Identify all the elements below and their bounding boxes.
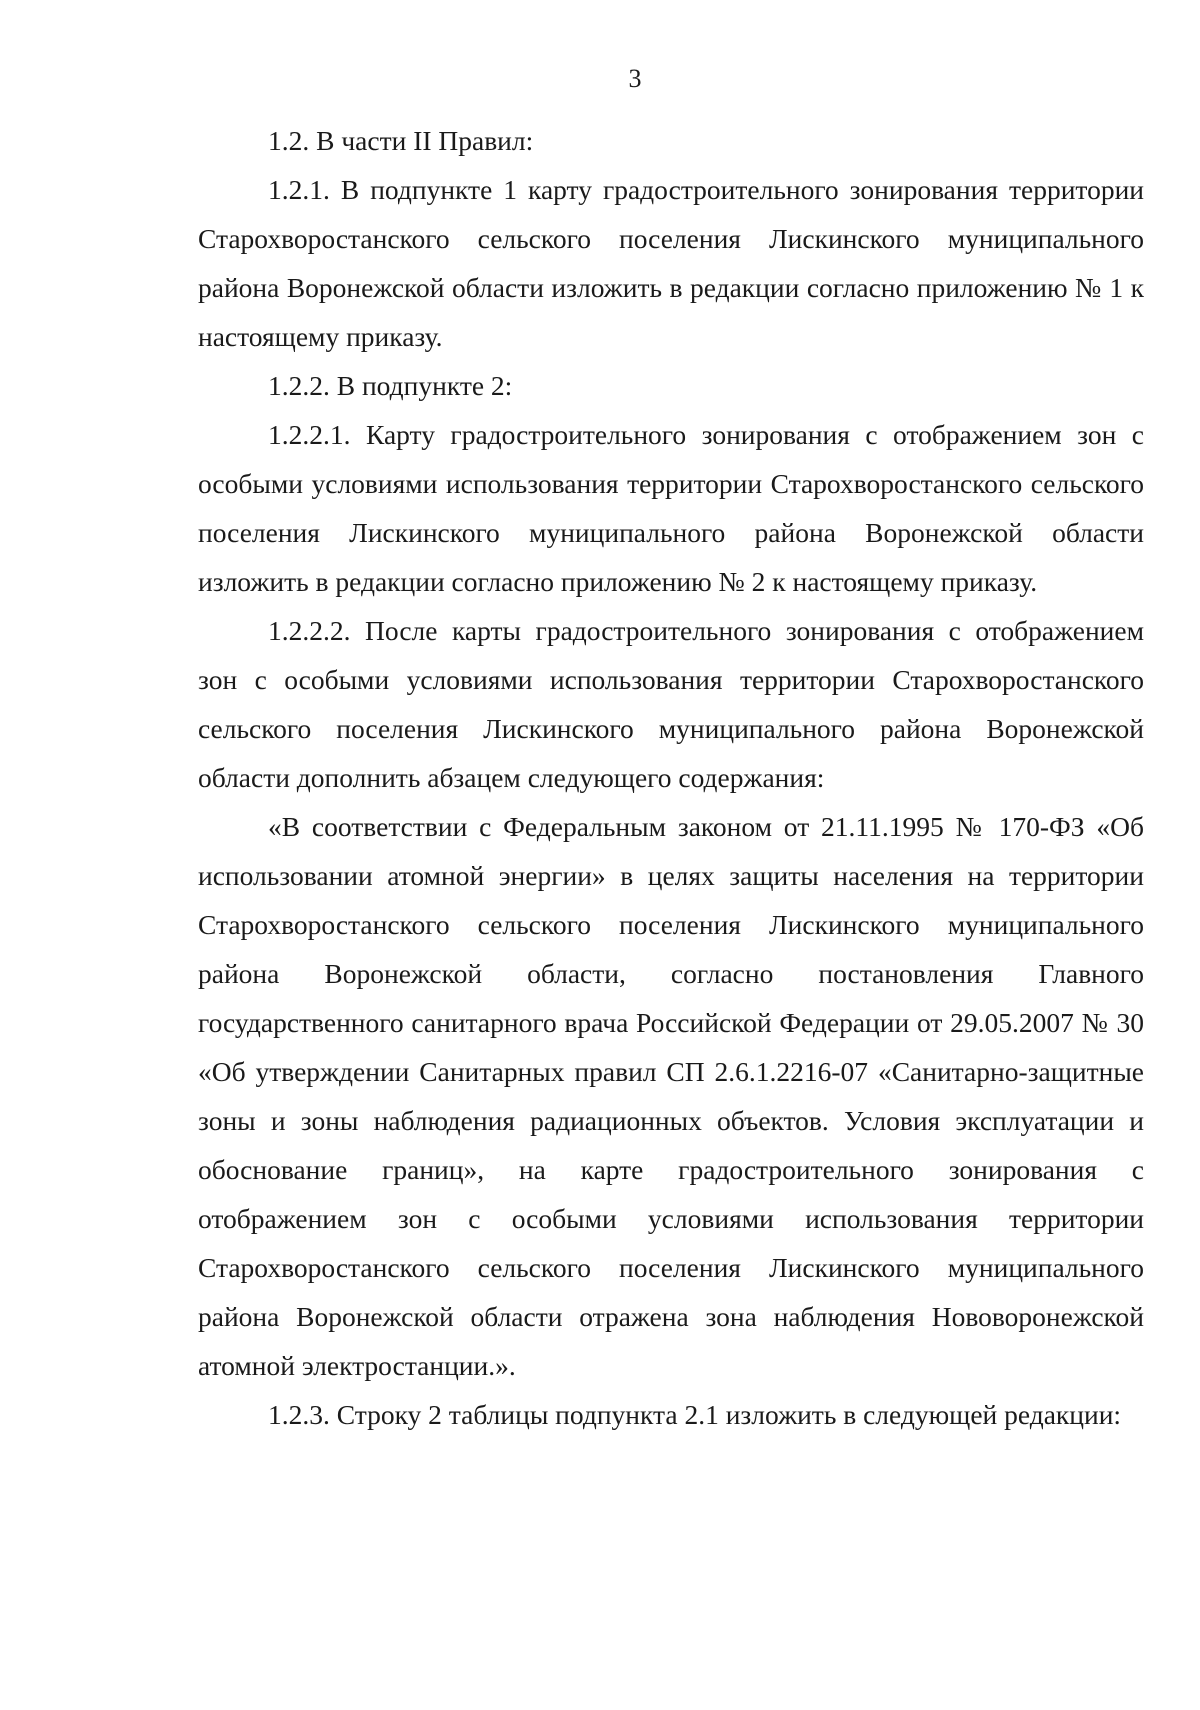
- paragraph-1-2-2: 1.2.2. В подпункте 2:: [268, 370, 513, 401]
- paragraph-1-2-1: 1.2.1. В подпункте 1 карту градостроительного зонирования территории Старохворостанского сельского поселения Лискинского муниципального района Воронежской области изложить в редакции согласно приложению № 1 к настоящему приказу.: [198, 174, 1144, 352]
- page-number: 3: [628, 64, 642, 93]
- paragraph-1-2-2-1: 1.2.2.1. Карту градостроительного зонирования с отображением зон с особыми условиями использования территории Старохворостанского сельского поселения Лискинского муниципального района Воронежской области изложить в редакции согласно приложению № 2 к настоящему приказу.: [198, 419, 1144, 597]
- paragraph-1-2-3: 1.2.3. Строку 2 таблицы подпункта 2.1 изложить в следующей редакции:: [268, 1399, 1122, 1430]
- paragraph-1-2: 1.2. В части II Правил:: [268, 125, 534, 156]
- document-body: [198, 116, 1144, 1439]
- paragraph-1-2-2-2: 1.2.2.2. После карты градостроительного зонирования с отображением зон с особыми условиями использования территории Старохворостанского сельского поселения Лискинского муниципального района Воронежской области дополнить абзацем следующего содержания:: [198, 615, 1144, 793]
- quoted-paragraph: «В соответствии с Федеральным законом от 21.11.1995 № 170-ФЗ «Об использовании атомной энергии» в целях защиты населения на территории Старохворостанского сельского поселения Лискинского муниципального района Воронежской области, согласно постановления Главного государственного санитарного врача Российской Федерации от 29.05.2007 № 30 «Об утверждении Санитарных правил СП 2.6.1.2216-07 «Санитарно-защитные зоны и зоны наблюдения радиационных объектов. Условия эксплуатации и обоснование границ», на карте градостроительного зонирования с отображением зон с особыми условиями использования территории Старохворостанского сельского поселения Лискинского муниципального района Воронежской области отражена зона наблюдения Нововоронежской атомной электростанции.».: [198, 811, 1144, 1381]
